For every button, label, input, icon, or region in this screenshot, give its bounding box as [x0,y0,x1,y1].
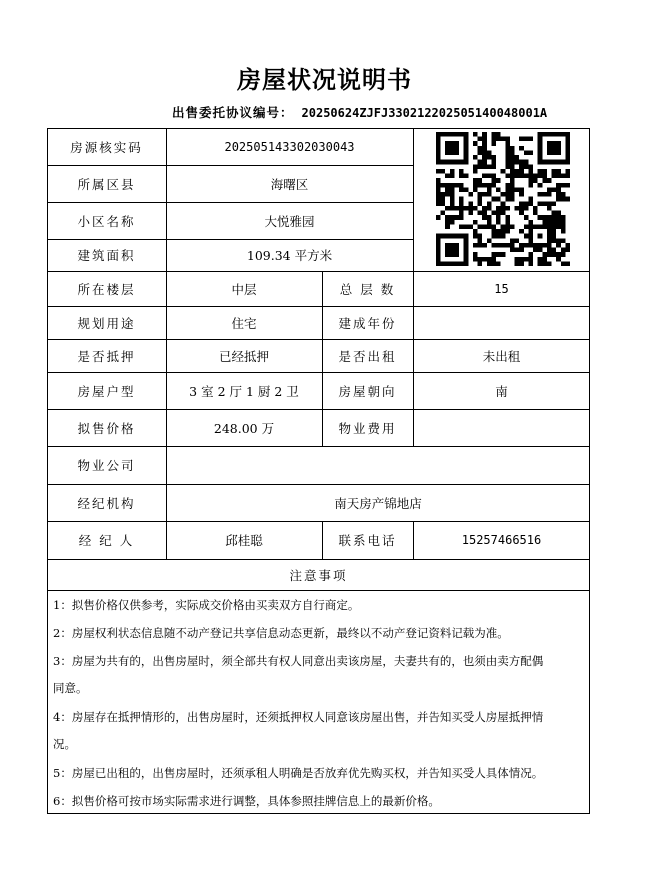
label-price: 拟售价格 [77,420,136,436]
label-agent: 经 纪 人 [78,533,135,548]
label-property-company: 物业公司 [77,458,136,473]
label-property-fee: 物业费用 [338,420,397,436]
label-area: 建筑面积 [77,248,136,263]
contract-number-value: 20250624ZJFJ330212202505140048001A [301,106,548,120]
label-layout: 房屋户型 [77,383,136,399]
label-build-year: 建成年份 [338,315,397,331]
value-agency: 南天房产锦地店 [334,495,422,511]
value-layout: 3 室 2 厅 1 厨 2 卫 [189,383,299,399]
value-property-company [166,446,590,484]
label-total-floors: 总 层 数 [339,281,396,297]
note-line: 2：房屋权利状态信息随不动产登记共享信息动态更新，最终以不动产登记资料记载为准。 [53,626,509,640]
value-total-floors: 15 [494,281,509,296]
value-floor: 中层 [231,281,257,297]
value-property-fee [413,409,590,446]
label-usage: 规划用途 [77,315,136,331]
value-usage: 住宅 [231,315,257,331]
label-source-code: 房源核实码 [70,139,143,155]
contract-number-label: 出售委托协议编号： [172,105,294,120]
value-orientation: 南 [495,383,508,399]
qr-code-icon [436,132,570,266]
note-line: 3：房屋为共有的，出售房屋时，须全部共有权人同意出卖该房屋，夫妻共有的，也须由卖方配偶 [53,654,544,668]
value-phone: 15257466516 [461,533,542,547]
page-title: 房屋状况说明书 [237,65,412,94]
label-floor: 所在楼层 [77,281,136,297]
value-district: 海曙区 [270,176,309,192]
note-line: 6：拟售价格可按市场实际需求进行调整，具体参照挂牌信息上的最新价格。 [53,794,440,808]
notes-heading: 注意事项 [289,567,348,583]
note-line: 5：房屋已出租的，出售房屋时，还须承租人明确是否放弃优先购买权，并告知买受人具体情况。 [53,766,544,780]
contract-number [172,103,547,121]
note-line: 1：拟售价格仅供参考，实际成交价格由买卖双方自行商定。 [53,598,360,612]
value-mortgaged: 已经抵押 [218,348,269,364]
label-district: 所属区县 [77,176,136,192]
note-line: 4：房屋存在抵押情形的，出售房屋时，还须抵押权人同意该房屋出售，并告知买受人房屋抵押情 [53,710,544,724]
value-source-code: 202505143302030043 [224,139,355,154]
label-community: 小区名称 [77,213,136,229]
note-line: 同意。 [53,681,88,695]
value-price: 248.00 万 [213,420,275,436]
value-rented: 未出租 [482,348,521,364]
label-orientation: 房屋朝向 [338,383,397,399]
value-agent: 邱桂聪 [225,533,263,548]
label-mortgaged: 是否抵押 [77,348,136,364]
note-line: 况。 [53,737,76,751]
label-phone: 联系电话 [338,533,397,548]
value-area: 109.34 平方米 [246,248,333,263]
label-agency: 经纪机构 [77,495,136,511]
value-community: 大悦雅园 [264,213,315,229]
value-build-year [413,306,590,339]
label-rented: 是否出租 [338,348,397,364]
